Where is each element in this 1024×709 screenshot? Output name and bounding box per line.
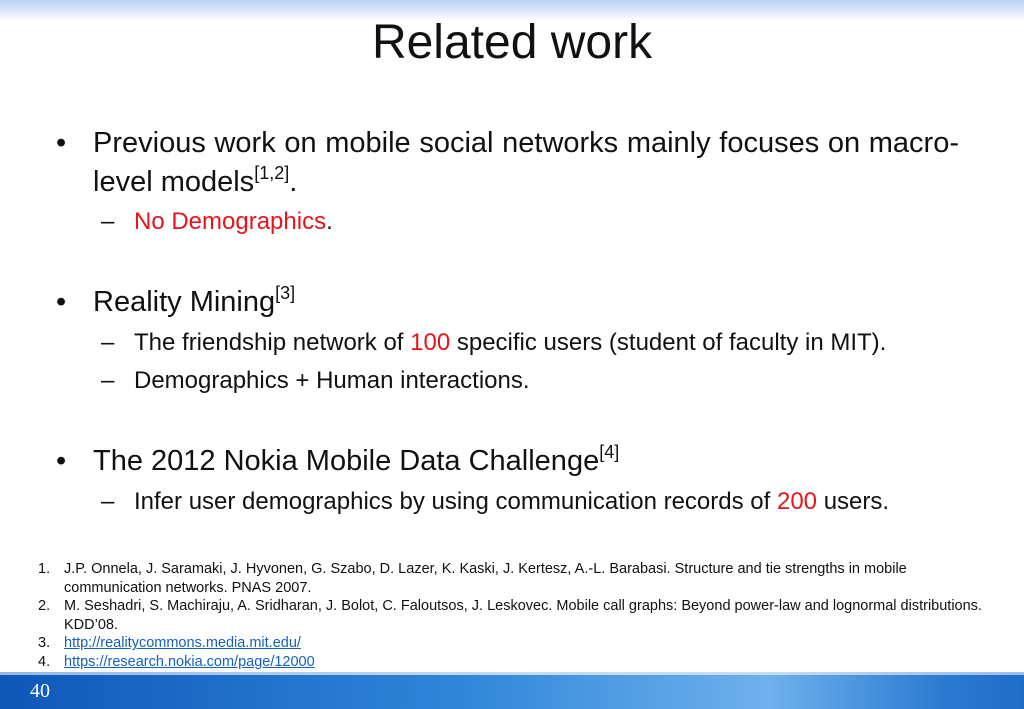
bullet-tail: .	[289, 166, 298, 198]
sub-bullet-infer-demographics	[101, 486, 890, 518]
bullet-dot-icon: •	[56, 127, 67, 159]
reference-link-reality-commons[interactable]: http://realitycommons.media.mit.edu/	[64, 635, 301, 652]
bullet-text: Previous work on mobile social networks mainly focuses on macro-level models	[93, 127, 959, 198]
citation-ref: [4]	[599, 442, 620, 462]
bullet-text: Reality Mining	[93, 286, 276, 318]
sub-bullet-demographics-interactions	[101, 365, 530, 397]
highlight-number: 200	[776, 488, 818, 515]
reference-number: 2.	[38, 598, 51, 615]
reference-number: 1.	[38, 561, 51, 577]
reference-text: J.P. Onnela, J. Saramaki, J. Hyvonen, G. Szabo, D. Lazer, K. Kaski, J. Kertesz, A.-L. Barabasi. Structure and tie strengths in mobile communication networks. PNAS 2007.	[64, 561, 907, 596]
reference-item	[0, 653, 984, 672]
bullet-dot-icon: •	[56, 286, 67, 318]
reference-number: 4.	[38, 653, 51, 670]
sub-bullet-no-demographics	[101, 206, 333, 238]
reference-item	[0, 634, 984, 653]
reference-text: M. Seshadri, S. Machiraju, A. Sridharan, J. Bolot, C. Faloutsos, J. Leskovec. Mobile call graphs: Beyond power-law and lognormal distributions. KDD’08.	[64, 598, 982, 633]
sub-bullet-friendship-network	[101, 327, 887, 359]
reference-item	[0, 560, 984, 597]
highlight-number: 100	[410, 329, 451, 356]
dash-icon: –	[101, 329, 115, 356]
bullet-text: The 2012 Nokia Mobile Data Challenge	[93, 445, 600, 477]
bullet-reality-mining	[56, 283, 959, 322]
references-list	[0, 560, 1024, 672]
citation-ref: [1,2]	[254, 163, 290, 183]
reference-number: 3.	[38, 635, 51, 652]
bullet-nokia-challenge	[56, 442, 959, 481]
sub-text: Infer user demographics by using communication records of	[134, 488, 777, 515]
dash-icon: –	[101, 367, 115, 394]
slide-title: Related work	[371, 16, 653, 69]
reference-link-nokia-research[interactable]: https://research.nokia.com/page/12000	[64, 653, 315, 670]
dash-icon: –	[101, 208, 115, 235]
sub-tail: specific users (student of faculty in MIT).	[450, 329, 887, 356]
page-number: 40	[30, 680, 50, 702]
sub-tail: .	[326, 208, 333, 235]
sub-text: The friendship network of	[134, 329, 411, 356]
bottom-footer-band	[0, 672, 1024, 709]
reference-item	[0, 597, 984, 634]
citation-ref: [3]	[275, 283, 296, 303]
highlight-text: No Demographics	[134, 208, 327, 235]
bullet-previous-work	[56, 124, 959, 202]
sub-tail: users.	[817, 488, 890, 515]
dash-icon: –	[101, 488, 115, 515]
bullet-dot-icon: •	[56, 445, 67, 477]
sub-text: Demographics + Human interactions.	[134, 367, 530, 394]
